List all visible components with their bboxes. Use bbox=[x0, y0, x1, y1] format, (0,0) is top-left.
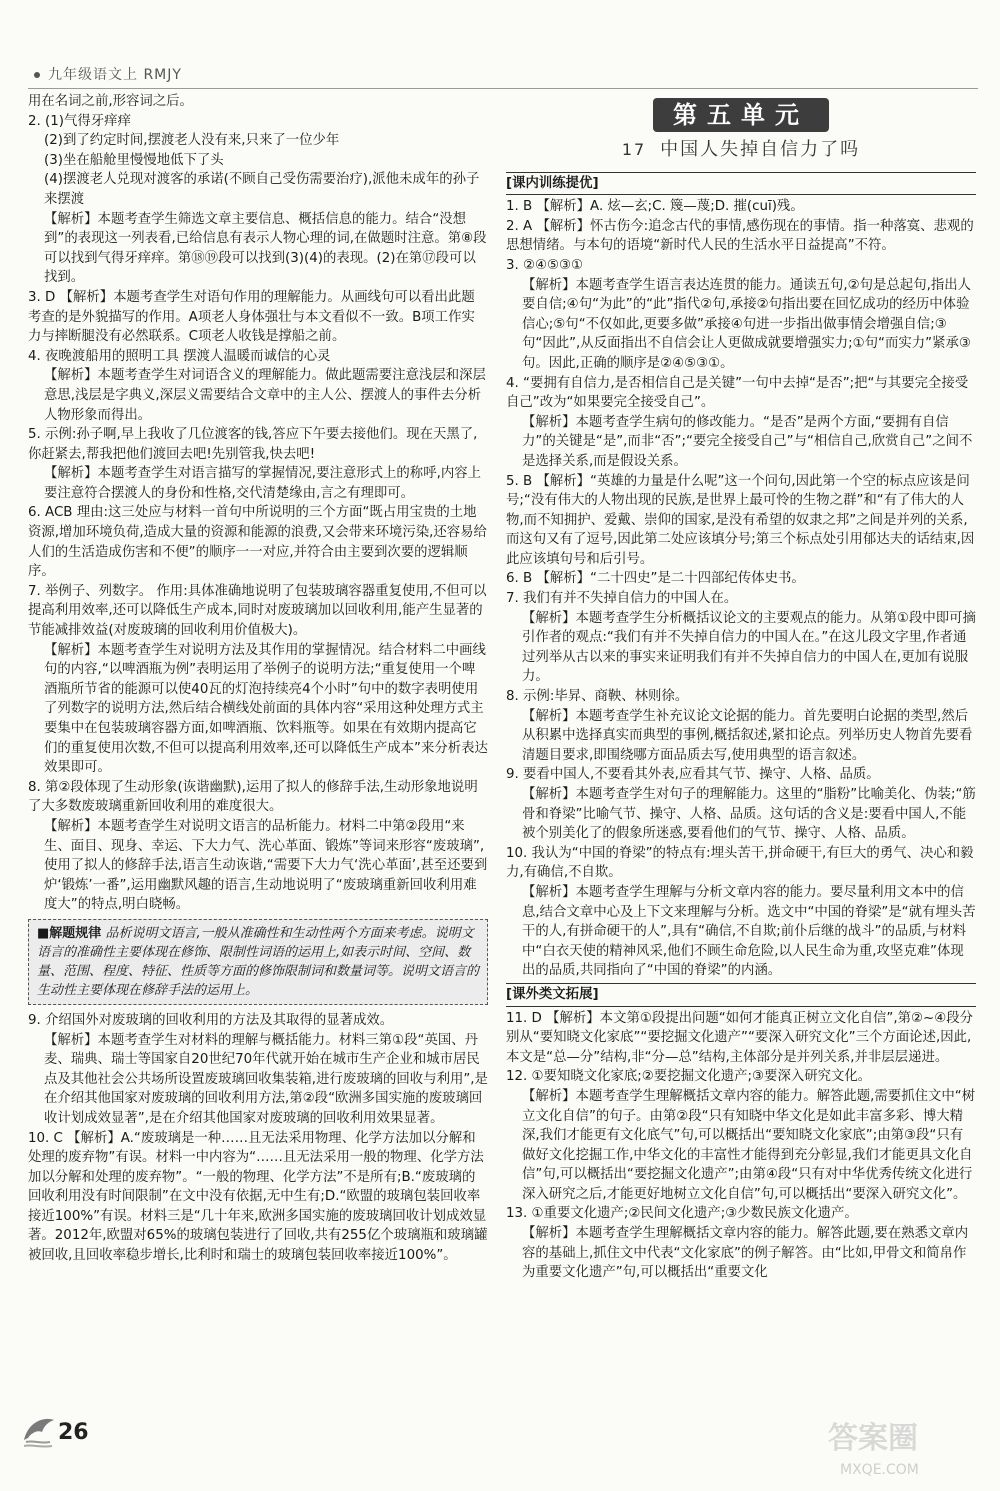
answer-9: 9. 介绍国外对废玻璃的回收利用的方法及其取得的显著成效。 bbox=[28, 1012, 394, 1028]
analysis-4: 【解析】本题考查学生对词语含义的理解能力。做此题需要注意浅层和深层意思,浅层是字典义,深层义需要结合文章中的主人公、摆渡人的事件去分析人物形象而得出。 bbox=[44, 368, 486, 423]
answer-5: 5. 示例:孙子啊,早上我收了几位渡客的钱,答应下午要去接他们。现在天黑了,你赶紧去,帮我把他们渡回去吧!先别管我,快去吧! bbox=[28, 427, 478, 462]
analysis-r3: 【解析】本题考查学生语言表达连贯的能力。通读五句,②句是总起句,指出人要自信;④句“为此”的“此”指代②句,承接②句指出要在回忆成功的经历中体验信心;⑤句“不仅如此,更要多做”承接④句进一步指出做事情会增强自信;③句“因此”,从反面指出不自信会让人更做成就要增强实力;①句“而实力”紧承③句。因此,正确的顺序是②④⑤③①。 bbox=[522, 277, 972, 371]
answer-8: 8. 第②段体现了生动形象(诙谐幽默),运用了拟人的修辞手法,生动形象地说明了大多数废玻璃重新回收利用的难度很大。 bbox=[28, 779, 478, 815]
analysis-2: 【解析】本题考查学生筛选文章主要信息、概括信息的能力。结合“没想到”的表现这一列表看,已给信息有表示人物心理的词,在做题时注意。第⑧段可以找到气得牙痒痒。第⑱⑲段可以找到(3)(4)的表现。(2)在第⑰段可以找到。 bbox=[44, 211, 487, 286]
rule-box-head: ■解题规律 bbox=[37, 925, 102, 941]
rule-box bbox=[28, 919, 488, 1005]
analysis-r8: 【解析】本题考查学生补充议论文论据的能力。首先要明白论据的类型,然后从积累中选择真实而典型的事例,概括叙述,紧扣论点。列举历史人物首先要看清题目要求,即围绕哪方面品质去写,使用典型的语言叙述。 bbox=[522, 708, 973, 763]
analysis-r4: 【解析】本题考查学生病句的修改能力。“是否”是两个方面,“要拥有自信力”的关键是“是”,而非“否”;“要完全接受自己”与“相信自己,欣赏自己”之间不是选择关系,而是假设关系。 bbox=[522, 414, 973, 469]
answer-7: 7. 举例子、列数字。 作用:具体准确地说明了包装玻璃容器重复使用,不但可以提高利用效率,还可以降低生产成本,同时对废玻璃加以回收利用,能产生显著的节能减排效益(对废玻璃的回收利用价值极大)。 bbox=[28, 583, 487, 639]
page-number: 26 bbox=[58, 1420, 89, 1445]
answer-r2: 2. A 【解析】怀古伤今:追念古代的事情,感伤现在的事情。指一种落寞、悲观的思想情绪。与本句的语境“新时代人民的生活水平日益提高”不符。 bbox=[506, 218, 974, 254]
answer-10: 10. C 【解析】A.“废玻璃是一种……且无法采用物理、化学方法加以分解和处理的废弃物”有误。材料一中内容为“……且无法采用一般的物理、化学方法加以分解和处理的废弃物”。“一般的物理、化学方法”不是所有;B.“废玻璃的回收利用没有时间限制”在文中没有依据,无中生有;D.“欧盟的玻璃包装回收率接近100%”有误。材料三是“几十年来,欧洲多国实施的废玻璃回收计划成效显著。2012年,欧盟对65%的玻璃包装进行了回收,共有255亿个玻璃瓶和玻璃罐被回收,且回收率稳步增长,比利时和瑞士的玻璃包装回收率接近100%”。 bbox=[28, 1130, 488, 1264]
analysis-5: 【解析】本题考查学生对语言描写的掌握情况,要注意形式上的称呼,内容上要注意符合摆渡人的身份和性格,交代清楚缘由,言之有理即可。 bbox=[44, 466, 482, 501]
answer-2-3: (3)坐在船舱里慢慢地低下了头 bbox=[44, 152, 224, 168]
answer-r1: 1. B 【解析】A. 炫—玄;C. 篾—蔑;D. 摧(cuī)残。 bbox=[506, 199, 804, 215]
analysis-r10: 【解析】本题考查学生理解与分析文章内容的能力。要尽量利用文本中的信息,结合文章中心及上下文来理解与分析。选文中“中国的脊梁”是“就有埋头苦干的人,有拼命硬干的人”,具有“确信,不自欺;前仆后继的战斗”的品质,与材料中“白衣天使的精神风采,他们不顾生命危险,以人民生命为重,攻坚克难”体现出的品质,共同指向了“中国的脊梁”的内涵。 bbox=[522, 884, 976, 979]
answer-text: 用在名词之前,形容词之后。 bbox=[28, 94, 193, 109]
answer-r13: 13. ①重要文化遗产;②民间文化遗产;③少数民族文化遗产。 bbox=[506, 1206, 858, 1222]
unit-title: 第五单元 bbox=[653, 98, 829, 132]
lesson-number: 17 bbox=[621, 140, 647, 159]
page-header bbox=[28, 62, 978, 89]
answer-r12: 12. ①要知晓文化家底;②要挖掘文化遗产;③要深入研究文化。 bbox=[506, 1069, 872, 1085]
analysis-7: 【解析】本题考查学生对说明方法及其作用的掌握情况。结合材料二中画线句的内容,“以啤酒瓶为例”表明运用了举例子的说明方法;“重复使用一个啤酒瓶所节省的能源可以使40瓦的灯泡持续亮4个小时”句中的数字表明使用了列数字的说明方法,然后结合横线处前面的具体内容“采用这种处理方式主要集中在包装玻璃容器方面,如啤酒瓶、饮料瓶等。如果在有效期内提高它们的重复使用次数,不但可以提高利用效率,还可以降低生产成本”来分析表达效果即可。 bbox=[44, 642, 488, 776]
answer-r5: 5. B 【解析】“英雄的力量是什么呢”这一个问句,因此第一个空的标点应该是问号;“没有伟大的人物出现的民族,是世界上最可怜的生物之群”和“有了伟大的人物,而不知拥护、爱戴、崇仰的国家,是没有希望的奴隶之邦”之间是并列的关系,而这句又有了逗号,因此第二处应该填分号;第三个标点处引用郁达夫的话结束,因此应该填句号和后引号。 bbox=[506, 473, 975, 567]
answer-r8: 8. 示例:毕昇、商鞅、林则徐。 bbox=[506, 689, 689, 705]
lesson-title bbox=[506, 140, 976, 160]
answer-4: 4. 夜晚渡船用的照明工具 摆渡人温暖而诚信的心灵 bbox=[28, 348, 331, 364]
analysis-8: 【解析】本题考查学生对说明文语言的品析能力。材料二中第②段用“来生、面目、现身、幸运、下大力气、洗心革面、锻炼”等词来形容“废玻璃”,使用了拟人的修辞手法,语言生动诙谐,“需要下大力气‘洗心革面’,甚至还要到炉‘锻炼’一番”,运用幽默风趣的语言,生动地说明了“废玻璃重新回收利用难度大”的特点,明白晓畅。 bbox=[44, 818, 488, 913]
bullet-icon bbox=[34, 72, 40, 78]
left-column bbox=[28, 92, 488, 1266]
answer-3: 3. D 【解析】本题考查学生对语句作用的理解能力。从画线句可以看出此题考查的是外貌描写的作用。A项老人身体强壮与本文看似不一致。B项工作实力与摔断腿没有必然联系。C项老人收钱是撑船之前。 bbox=[28, 289, 475, 345]
answer-r6: 6. B 【解析】“二十四史”是二十四部纪传体史书。 bbox=[506, 571, 805, 587]
answer-r4: 4. “要拥有自信力,是否相信自己是关键”一句中去掉“是否”;把“与其要完全接受自己”改为“如果要完全接受自己”。 bbox=[506, 375, 969, 411]
answer-2-2: (2)到了约定时间,摆渡老人没有来,只来了一位少年 bbox=[44, 133, 340, 149]
analysis-r12: 【解析】本题考查学生理解概括文章内容的能力。解答此题,需要抓住文中“树立文化自信”的句子。由第②段“只有知晓中华文化是如此丰富多彩、博大精深,我们才能更有文化底气”句,可以概括出“要知晓文化家底”;由第③段“只有做好文化挖掘工作,中华文化的丰富性才能得到充分彰显,我们才能更具文化自信”句,可以概括出“要挖掘文化遗产”;由第④段“只有对中华优秀传统文化进行深入研究之后,才能更好地树立文化自信”句,可以概括出“要深入研究文化”。 bbox=[522, 1088, 976, 1202]
right-column bbox=[506, 92, 976, 1283]
analysis-r7: 【解析】本题考查学生分析概括议论文的主要观点的能力。从第①段中即可摘引作者的观点:“我们有并不失掉自信力的中国人在。”在这儿段文字里,作者通过列举从古以来的事实来证明我们有并不失掉自信力的中国人在,更加有说服力。 bbox=[522, 610, 976, 685]
watermark-logo bbox=[820, 1412, 980, 1482]
analysis-r9: 【解析】本题考查学生对句子的理解能力。这里的“脂粉”比喻美化、伪装;“筋骨和脊梁”比喻气节、操守、人格、品质。这句话的含义是:要看中国人,不能被个别美化了的假象所迷惑,要看他们的气节、操守、人格、品质。 bbox=[522, 787, 976, 842]
rule-box-text: 品析说明文语言,一般从准确性和生动性两个方面来考虑。说明文语言的准确性主要体现在修饰、限制性词语的运用上,如表示时间、空间、数量、范围、程度、特征、性质等方面的修饰限制词和数量词等。说明文语言的生动性主要体现在修辞手法的运用上。 bbox=[37, 925, 480, 998]
answer-r10: 10. 我认为“中国的脊梁”的特点有:埋头苦干,拼命硬干,有巨大的勇气、决心和毅力,有确信,不自欺。 bbox=[506, 845, 974, 881]
dolphin-logo-icon bbox=[20, 1410, 58, 1450]
answer-2-4: (4)摆渡老人兑现对渡客的承诺(不顾自己受伤需要治疗),派他未成年的孙子来摆渡 bbox=[44, 172, 480, 207]
answer-r3: 3. ②④⑤③① bbox=[506, 257, 584, 273]
section-header: [课内训练提优] bbox=[506, 172, 976, 196]
answer-r9: 9. 要看中国人,不要看其外表,应看其气节、操守、人格、品质。 bbox=[506, 767, 880, 783]
watermark-url: MXQE.COM bbox=[840, 1462, 919, 1478]
lesson-name: 中国人失掉自信力了吗 bbox=[660, 139, 861, 160]
analysis-r13: 【解析】本题考查学生理解概括文章内容的能力。解答此题,要在熟悉文章内容的基础上,抓住文中代表“文化家底”的例子解答。由“比如,甲骨文和简帛作为重要文化遗产”句,可以概括出“重要文化 bbox=[522, 1226, 969, 1281]
answer-6: 6. ACB 理由:这三处应与材料一首句中所说明的三个方面“既占用宝贵的土地资源,增加环境负荷,造成大量的资源和能源的浪费,又会带来环境污染,还容易给人们的生活造成伤害和不便”的顺序一一对应,并符合由主要到次要的逻辑顺序。 bbox=[28, 505, 487, 580]
watermark-text: 答案圈 bbox=[828, 1421, 918, 1456]
answer-2-1: 2. (1)气得牙痒痒 bbox=[28, 113, 131, 129]
analysis-9: 【解析】本题考查学生对材料的理解与概括能力。材料三第①段“英国、丹麦、瑞典、瑞士等国家自20世纪70年代就开始在城市生产企业和城市居民点及其他社会公共场所设置废玻璃回收集装箱,进行废玻璃的回收与利用”,是在介绍其他国家对废玻璃的回收利用方法,第②段“欧洲多国实施的废玻璃回收计划成效显著”,是在介绍其他国家对废玻璃的回收利用效果显著。 bbox=[44, 1032, 488, 1126]
answer-r7: 7. 我们有并不失掉自信力的中国人在。 bbox=[506, 591, 738, 607]
header-title: 九年级语文上 RMJY bbox=[48, 67, 182, 83]
answer-r11: 11. D 【解析】本文第①段提出问题“如何才能真正树立文化自信”,第②~④段分别从“要知晓文化家底”“要挖掘文化遗产”“要深入研究文化”三个方面论述,因此,本文是“总—分”结构,非“分—总”结构,主体部分是并列关系,并非层层递进。 bbox=[506, 1010, 974, 1065]
section-header: [课外类文拓展] bbox=[506, 983, 976, 1007]
